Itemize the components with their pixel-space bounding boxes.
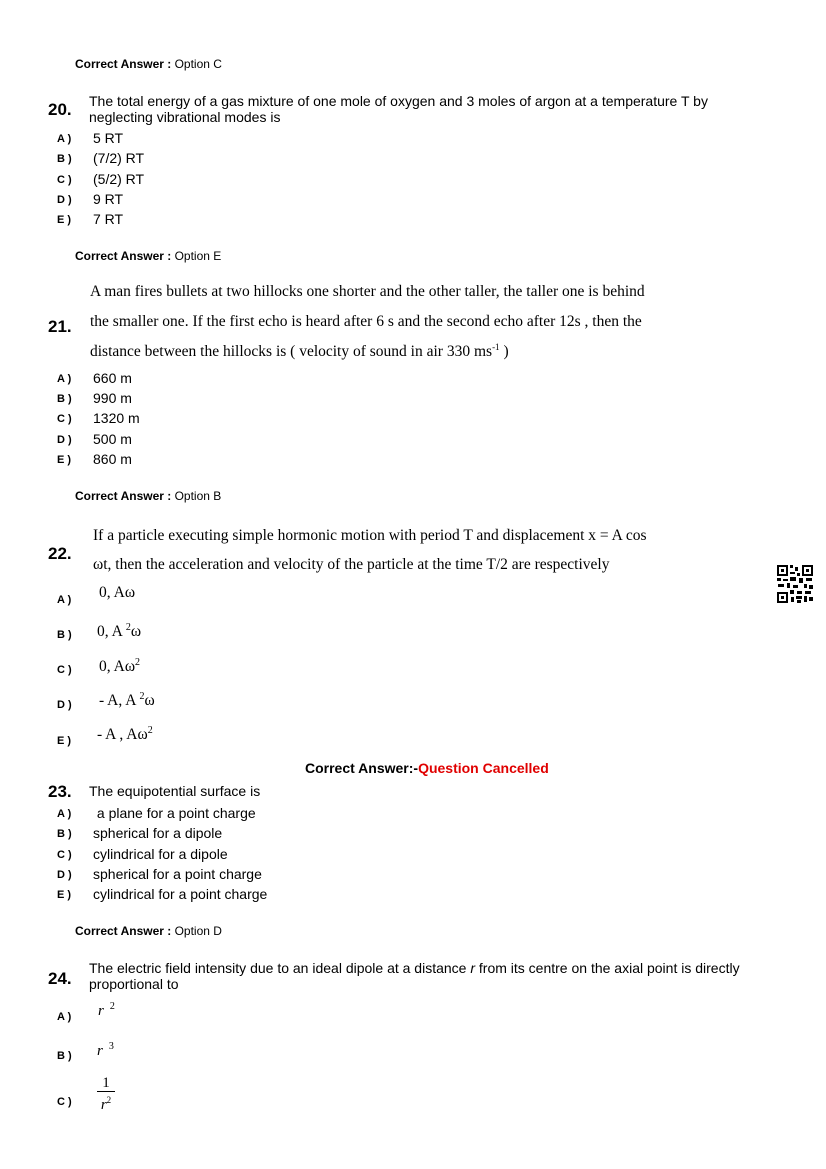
question-number-21: 21. xyxy=(48,317,72,336)
option-letter: D ) xyxy=(57,869,72,881)
option-text: r $^2$ xyxy=(98,1001,115,1019)
correct-answer-q22: Correct Answer:-Question Cancelled xyxy=(305,760,549,776)
question-text-20: The total energy of a gas mixture of one mole of oxygen and 3 moles of argon at a temperature T by neglecting vibrational modes is xyxy=(89,93,708,125)
correct-answer-q21: Correct Answer : Option B xyxy=(75,489,222,503)
option-text: 5 RT xyxy=(93,130,124,146)
option-fraction: 1 $r^2$ xyxy=(97,1075,115,1113)
question-text-22-line2: ωt, then the acceleration and velocity of the particle at the time T/2 are respectively xyxy=(93,556,610,573)
option-letter: E ) xyxy=(57,889,72,901)
option-letter: A ) xyxy=(57,594,72,606)
option-text: - A, A $^2$ω xyxy=(99,691,155,710)
option-letter: A ) xyxy=(57,1011,72,1023)
option-text: 0, $A\omega^2$ xyxy=(99,657,141,676)
option-text: 7 RT xyxy=(93,211,124,227)
correct-answer-q20: Correct Answer : Option E xyxy=(75,249,222,263)
question-text-22-line1: If a particle executing simple hormonic motion with period T and displacement x = A cos xyxy=(93,527,647,544)
qr-code-icon xyxy=(776,564,814,604)
option-letter: C ) xyxy=(57,1096,72,1108)
option-text: 660 m xyxy=(93,370,132,386)
option-text: cylindrical for a point charge xyxy=(93,886,268,902)
option-letter: C ) xyxy=(57,849,72,861)
cancelled-status: Question Cancelled xyxy=(418,760,549,776)
option-text: 500 m xyxy=(93,431,132,447)
option-letter: B ) xyxy=(57,629,72,641)
option-letter: D ) xyxy=(57,699,72,711)
option-letter: C ) xyxy=(57,413,72,425)
question-text-24: The electric field intensity due to an ideal dipole at a distance r from its centre on the axial point is directly proportional to xyxy=(89,960,740,992)
option-text: spherical for a point charge xyxy=(93,866,262,882)
option-letter: A ) xyxy=(57,373,72,385)
question-number-20: 20. xyxy=(48,100,72,119)
question-text-21-line1: A man fires bullets at two hillocks one shorter and the other taller, the taller one is behind xyxy=(90,283,645,300)
option-text: 9 RT xyxy=(93,191,124,207)
correct-answer-q23: Correct Answer : Option D xyxy=(75,924,222,938)
option-text: 1320 m xyxy=(93,410,140,426)
question-number-23: 23. xyxy=(48,782,72,801)
option-text: a plane for a point charge xyxy=(93,805,256,821)
question-text-21-line3: distance between the hillocks is ( velocity of sound in air 330 $ms^{-1}$ ) xyxy=(90,342,509,361)
option-letter: E ) xyxy=(57,735,72,747)
option-letter: B ) xyxy=(57,393,72,405)
option-letter: A ) xyxy=(57,133,72,145)
option-letter: A ) xyxy=(57,808,72,820)
question-number-22: 22. xyxy=(48,544,72,563)
option-letter: D ) xyxy=(57,194,72,206)
option-letter: C ) xyxy=(57,664,72,676)
option-text: 0, Aω xyxy=(99,584,136,601)
option-letter: B ) xyxy=(57,828,72,840)
option-text: 0, A $^2$ω xyxy=(97,622,142,641)
option-letter: B ) xyxy=(57,153,72,165)
option-text: - A , $A\omega^2$ xyxy=(97,725,153,744)
option-letter: E ) xyxy=(57,214,72,226)
option-text: cylindrical for a dipole xyxy=(93,846,228,862)
question-number-24: 24. xyxy=(48,969,72,988)
option-text: 990 m xyxy=(93,390,132,406)
option-text: 860 m xyxy=(93,451,132,467)
option-text: spherical for a dipole xyxy=(93,825,223,841)
option-letter: D ) xyxy=(57,434,72,446)
correct-answer-q19: Correct Answer : Option C xyxy=(75,57,222,71)
option-letter: C ) xyxy=(57,174,72,186)
question-text-23: The equipotential surface is xyxy=(89,783,261,799)
question-text-21-line2: the smaller one. If the first echo is heard after 6 s and the second echo after 12s , then the xyxy=(90,313,642,330)
option-text: (5/2) RT xyxy=(93,171,145,187)
option-letter: B ) xyxy=(57,1050,72,1062)
option-text: (7/2) RT xyxy=(93,150,145,166)
option-letter: E ) xyxy=(57,454,72,466)
option-text: r $^3$ xyxy=(97,1041,114,1059)
